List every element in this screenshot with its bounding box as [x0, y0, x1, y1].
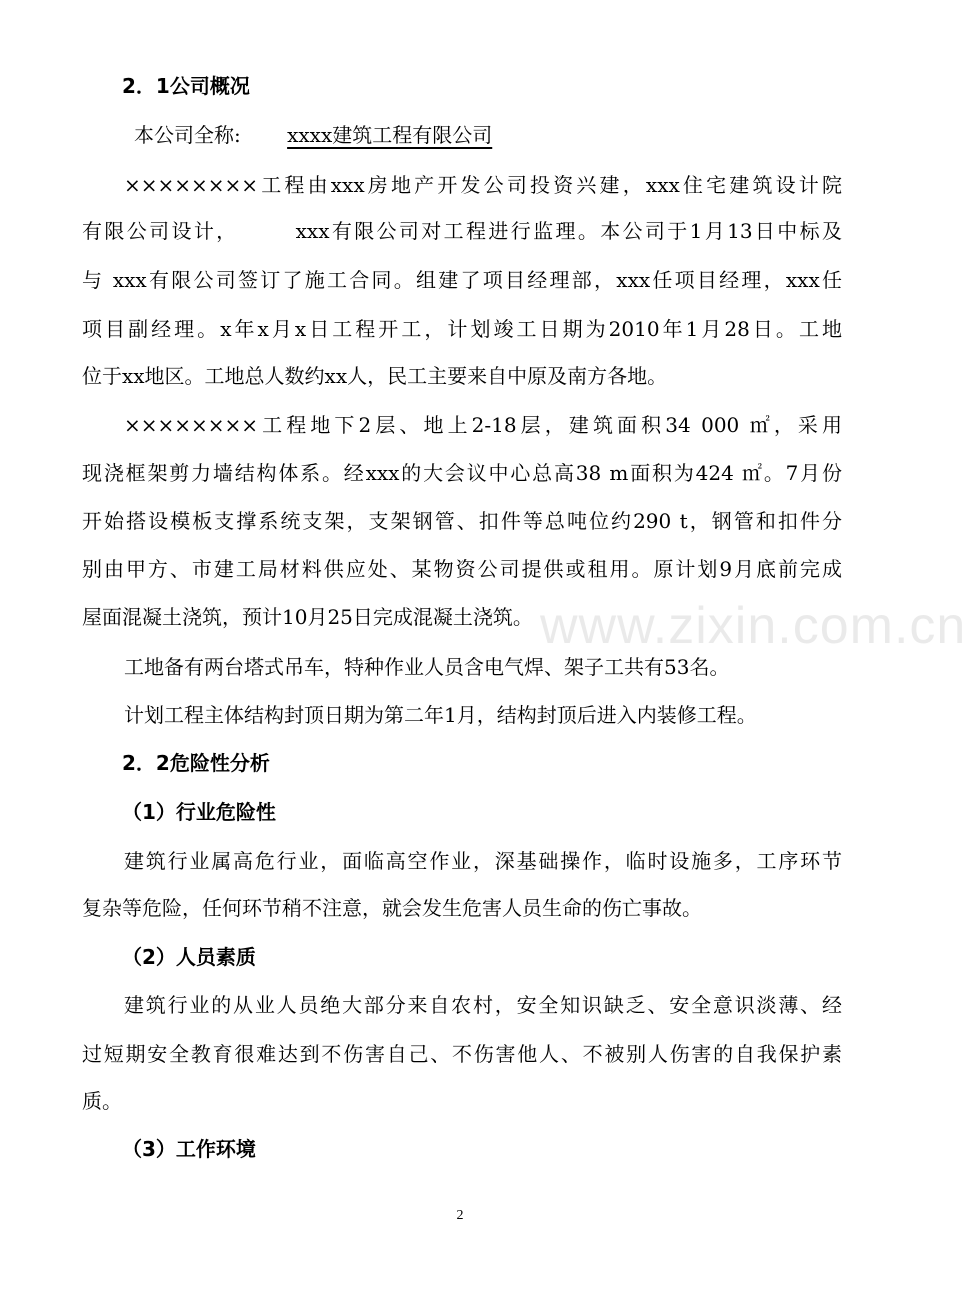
- paragraph-line: 屋面混凝土浇筑，预计10月25日完成混凝土浇筑。: [82, 605, 533, 629]
- paragraph-line: 建筑行业属高危行业，面临高空作业，深基础操作，临时设施多，工序环节: [124, 849, 842, 873]
- section-heading-2-1: 2．1公司概况: [122, 74, 250, 98]
- subheading-personnel-quality: （2）人员素质: [122, 945, 256, 969]
- paragraph-line: 现浇框架剪力墙结构体系。经xxx的大会议中心总高38 m面积为424 ㎡。7月份: [82, 461, 842, 485]
- paragraph-line: 有限公司设计， xxx有限公司对工程进行监理。本公司于1月13日中标及: [82, 219, 842, 243]
- paragraph-line: 质。: [82, 1089, 122, 1113]
- paragraph-line: 建筑行业的从业人员绝大部分来自农村，安全知识缺乏、安全意识淡薄、经: [124, 993, 842, 1017]
- company-label: 本公司全称:: [134, 123, 241, 147]
- paragraph-line: 别由甲方、市建工局材料供应处、某物资公司提供或租用。原计划9月底前完成: [82, 557, 842, 581]
- paragraph-line: 工地备有两台塔式吊车，特种作业人员含电气焊、架子工共有53名。: [124, 655, 730, 679]
- paragraph-line: 复杂等危险，任何环节稍不注意，就会发生危害人员生命的伤亡事故。: [82, 896, 702, 920]
- paragraph-line: 位于xx地区。工地总人数约xx人，民工主要来自中原及南方各地。: [82, 364, 668, 388]
- company-name: xxxx建筑工程有限公司: [287, 123, 493, 147]
- section-heading-2-2: 2．2危险性分析: [122, 751, 270, 775]
- company-name-row: [134, 120, 894, 150]
- page-number: 2: [456, 1208, 464, 1223]
- paragraph-line: 开始搭设模板支撑系统支架，支架钢管、扣件等总吨位约290 t，钢管和扣件分: [82, 509, 842, 533]
- paragraph-line: ××××××××工程由xxx房地产开发公司投资兴建，xxx住宅建筑设计院: [124, 173, 842, 197]
- watermark: www.zixin.com.cn: [540, 597, 966, 655]
- paragraph-line: ××××××××工程地下2层、地上2-18层，建筑面积34 000 ㎡，采用: [124, 413, 842, 437]
- paragraph-line: 过短期安全教育很难达到不伤害自己、不伤害他人、不被别人伤害的自我保护素: [82, 1042, 842, 1066]
- paragraph-line: 项目副经理。x年x月x日工程开工，计划竣工日期为2010年1月28日。工地: [82, 317, 842, 341]
- paragraph-line: 计划工程主体结构封顶日期为第二年1月，结构封顶后进入内装修工程。: [124, 703, 757, 727]
- paragraph-line: 与 xxx有限公司签订了施工合同。组建了项目经理部，xxx任项目经理，xxx任: [82, 268, 842, 292]
- subheading-industry-risk: （1）行业危险性: [122, 800, 276, 824]
- subheading-work-environment: （3）工作环境: [122, 1137, 256, 1161]
